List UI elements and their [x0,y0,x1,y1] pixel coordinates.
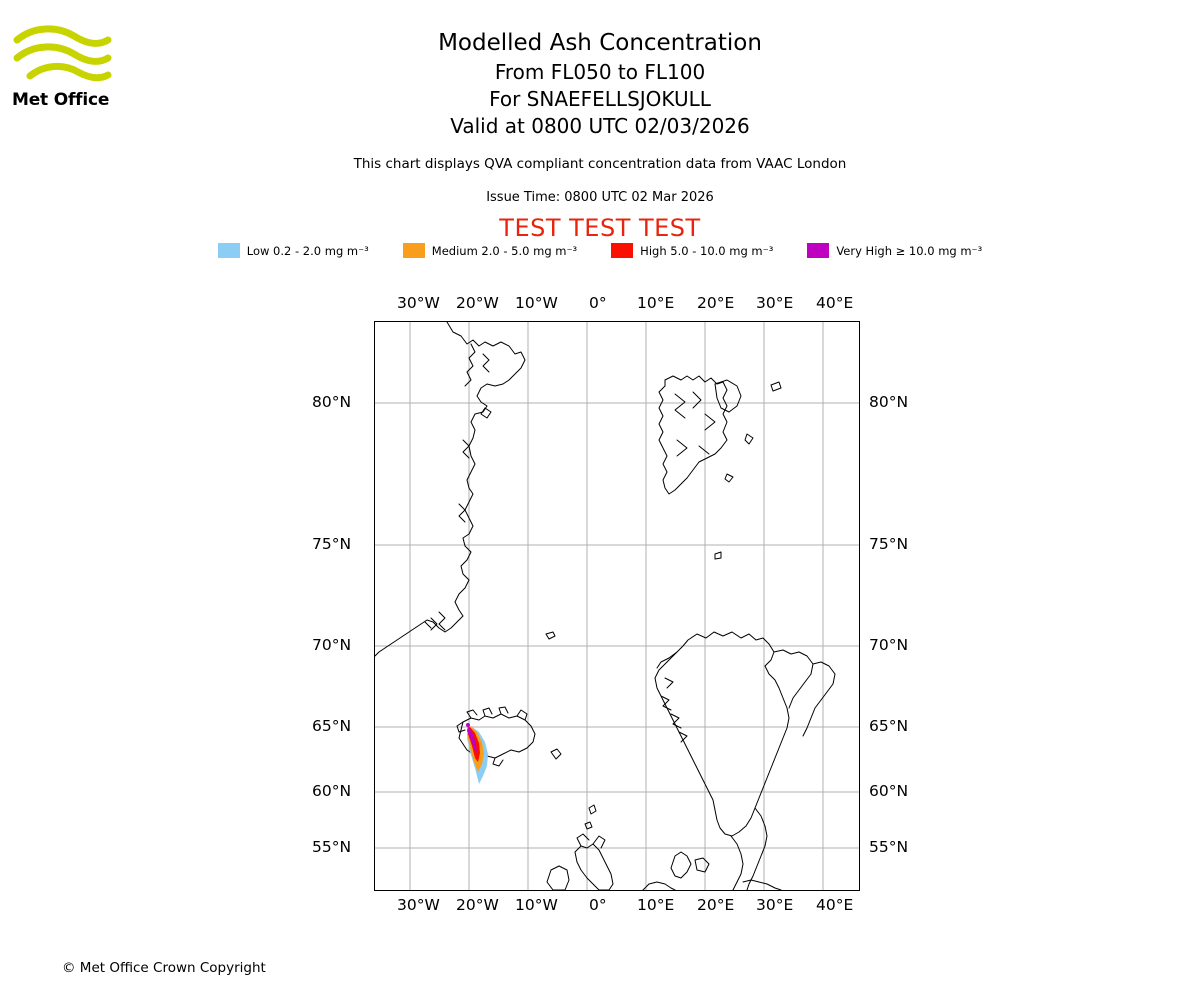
axis-label-top-4: 10°E [637,294,675,312]
test-banner: TEST TEST TEST [499,214,701,242]
legend-swatch-very-high [807,243,829,258]
axis-label-bottom-0: 30°W [397,896,440,914]
axis-label-left-65n: 65°N [312,717,352,735]
axis-label-left-70n: 70°N [312,636,352,654]
graticule [375,322,859,890]
legend-label-low: Low 0.2 - 2.0 mg m⁻³ [246,243,369,258]
legend-item-very-high [807,243,982,258]
legend-item-high [611,243,773,258]
legend-label-high: High 5.0 - 10.0 mg m⁻³ [640,243,774,258]
valid-time: Valid at 0800 UTC 02/03/2026 [450,114,750,138]
coastlines [375,322,835,890]
axis-label-right-60n: 60°N [869,782,909,800]
axis-label-left-55n: 55°N [312,838,352,856]
legend-item-low [218,243,369,258]
map-canvas [375,322,859,890]
ash-concentration-map[interactable] [374,321,860,891]
axis-label-right-70n: 70°N [869,636,909,654]
axis-label-left-80n: 80°N [312,393,352,411]
legend-label-medium: Medium 2.0 - 5.0 mg m⁻³ [431,243,578,258]
axis-label-right-65n: 65°N [869,717,909,735]
legend-swatch-high [611,243,633,258]
axis-label-bottom-5: 20°E [697,896,735,914]
axis-label-bottom-6: 30°E [756,896,794,914]
axis-label-right-55n: 55°N [869,838,909,856]
axis-label-left-75n: 75°N [312,535,352,553]
volcano-name: For SNAEFELLSJOKULL [489,87,711,111]
qva-note: This chart displays QVA compliant concentration data from VAAC London [353,156,847,172]
legend-swatch-medium [403,243,425,258]
axis-label-left-60n: 60°N [312,782,352,800]
axis-label-bottom-3: 0° [589,896,607,914]
axis-label-top-6: 30°E [756,294,794,312]
axis-label-right-80n: 80°N [869,393,909,411]
issue-time: Issue Time: 0800 UTC 02 Mar 2026 [486,190,714,205]
brand-name: Met Office [12,90,110,110]
axis-label-top-1: 20°W [456,294,499,312]
axis-label-bottom-2: 10°W [515,896,558,914]
flight-levels: From FL050 to FL100 [494,60,706,84]
axis-label-top-3: 0° [589,294,607,312]
concentration-legend [0,243,1200,258]
axis-label-bottom-4: 10°E [637,896,675,914]
page-title: Modelled Ash Concentration [438,30,762,56]
axis-label-right-75n: 75°N [869,535,909,553]
legend-label-very-high: Very High ≥ 10.0 mg m⁻³ [836,243,983,258]
volcano-source-marker [466,723,470,727]
copyright-notice: © Met Office Crown Copyright [62,960,266,976]
axis-label-bottom-1: 20°W [456,896,499,914]
axis-label-top-2: 10°W [515,294,558,312]
legend-swatch-low [218,243,240,258]
axis-label-bottom-7: 40°E [816,896,854,914]
axis-label-top-0: 30°W [397,294,440,312]
axis-label-top-7: 40°E [816,294,854,312]
legend-item-medium [403,243,577,258]
title-block [0,28,1200,140]
axis-label-top-5: 20°E [697,294,735,312]
